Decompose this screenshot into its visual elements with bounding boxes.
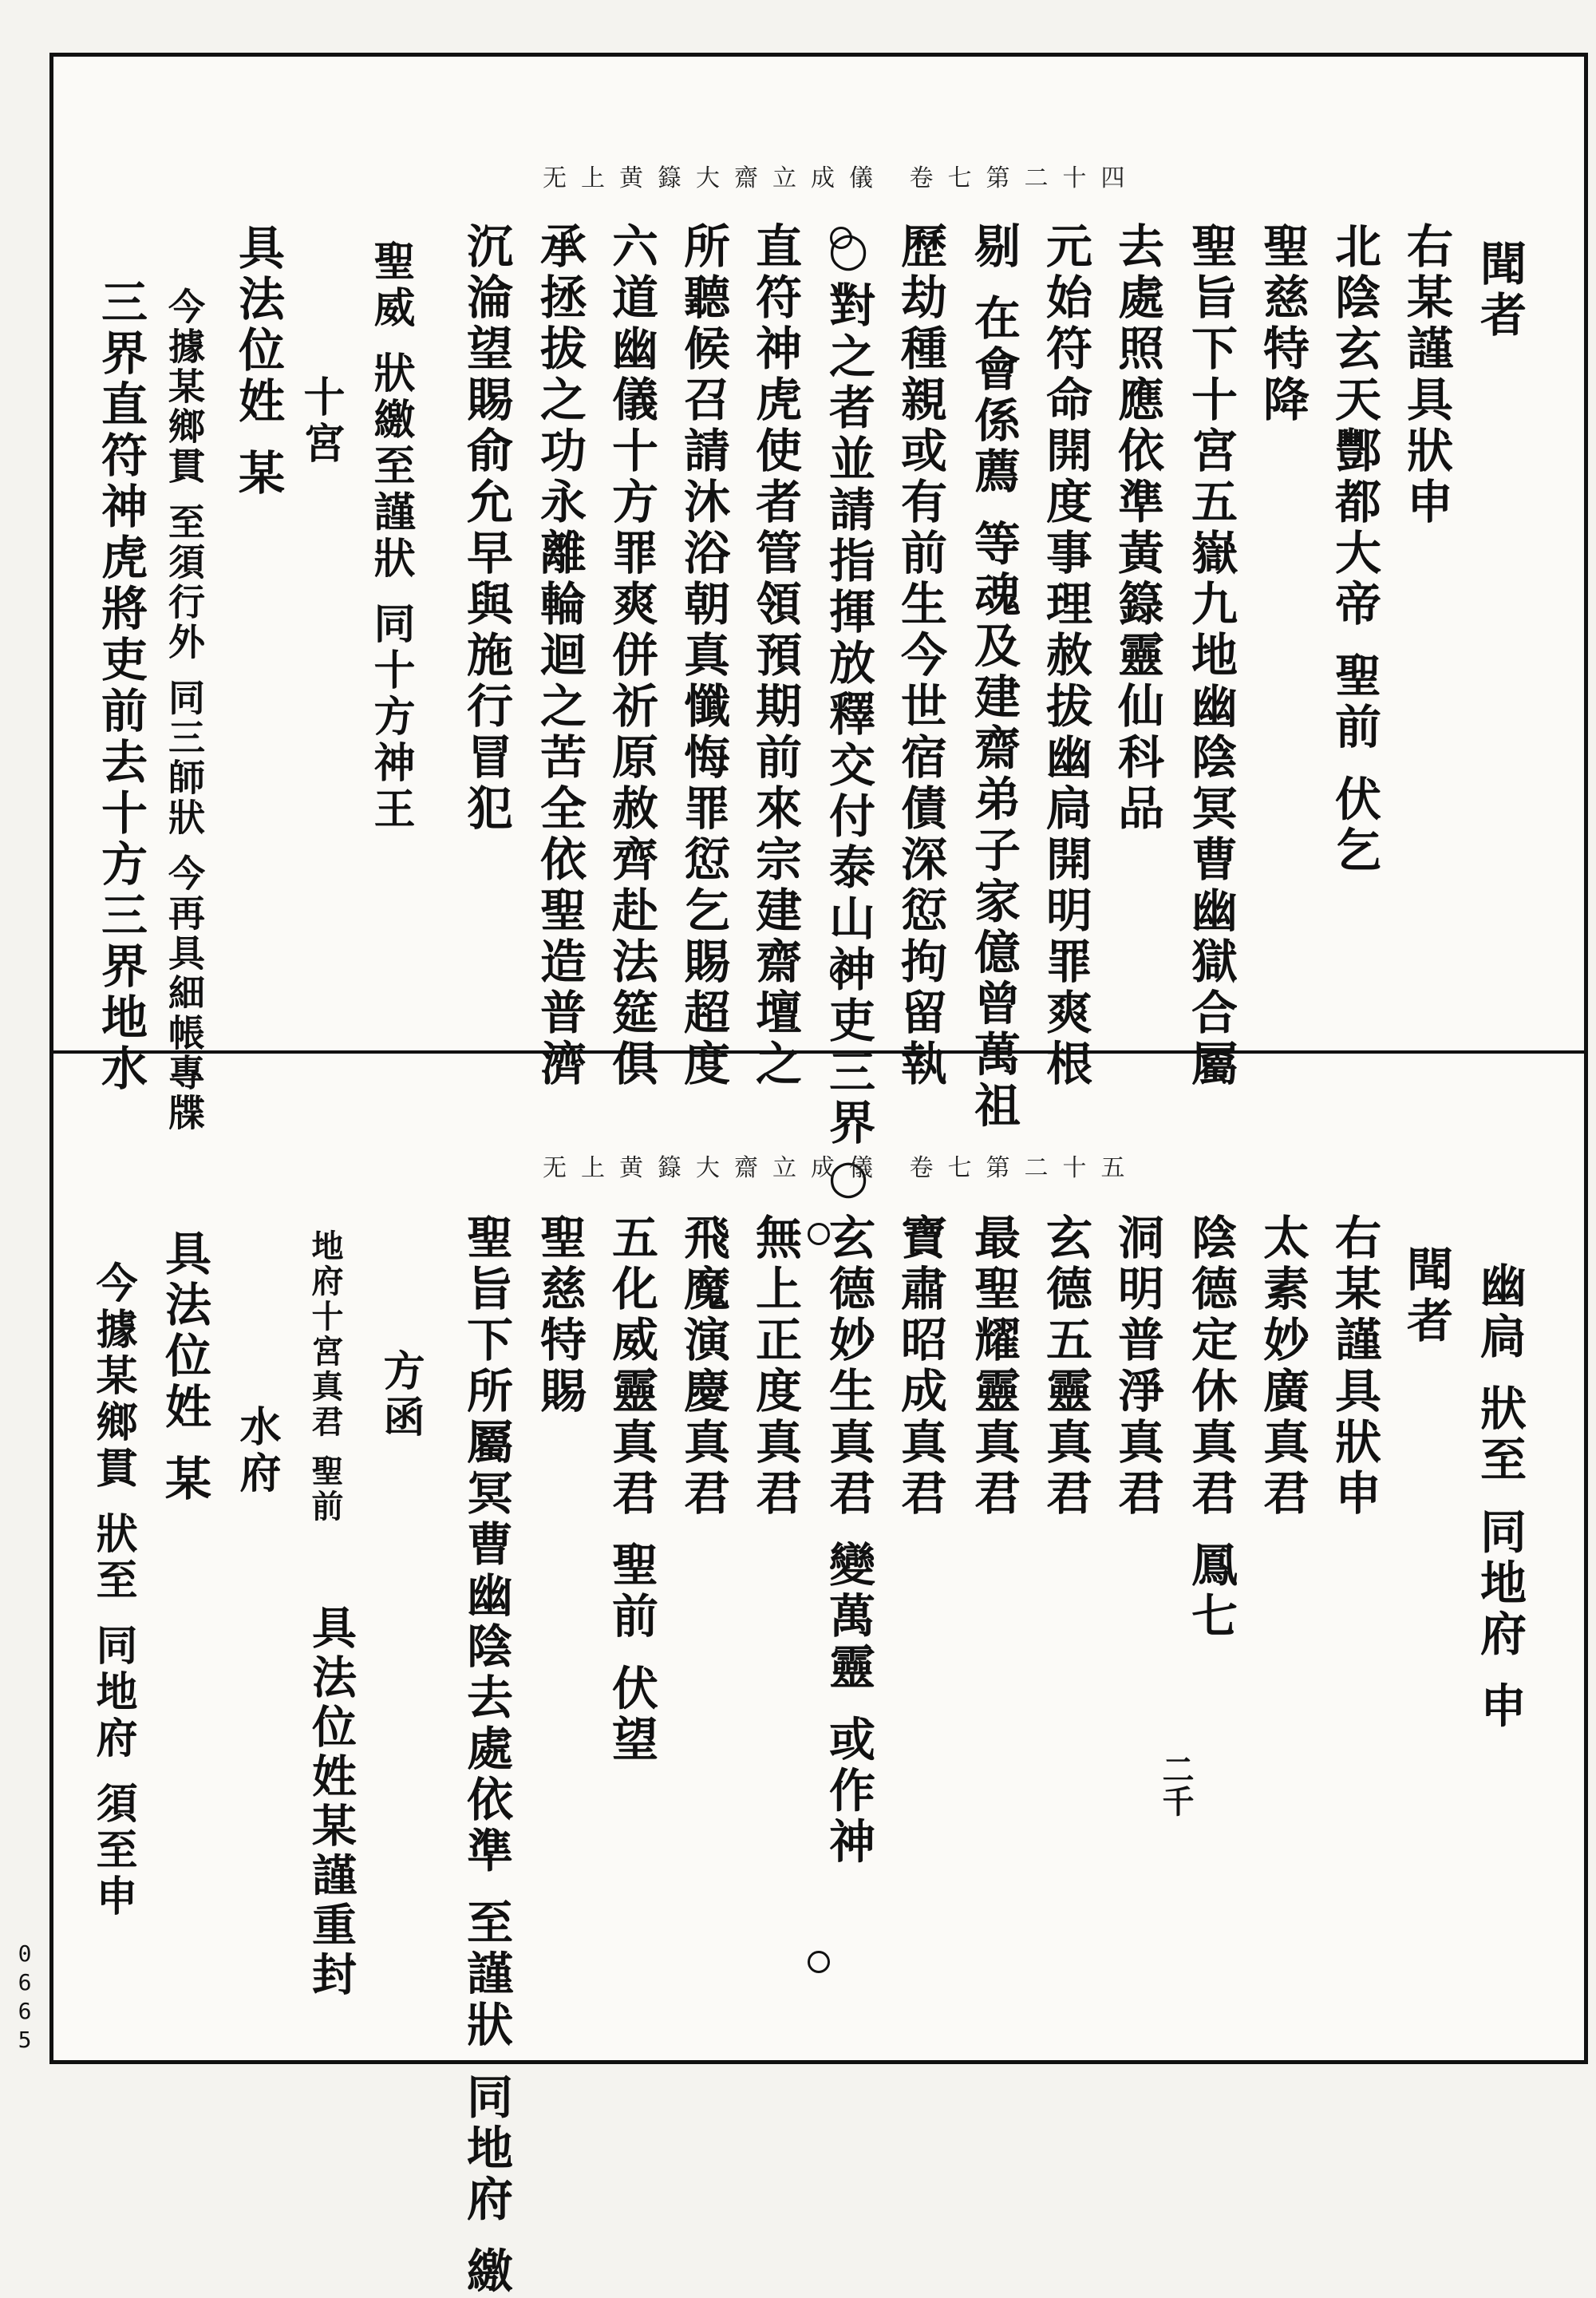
top-column-16: 聖威 狀繳至謹狀 同十方神王 xyxy=(366,239,415,834)
bottom-column-7: 玄德五靈真君 xyxy=(1038,1213,1092,1520)
bottom-column-16: 方函 xyxy=(376,1349,425,1442)
top-column-4: 聖慈特降 xyxy=(1255,222,1310,426)
top-column-8: 剔 在會係薦 等魂及建齋弟子家億曾萬祖 xyxy=(966,222,1021,1133)
circle-mark-icon xyxy=(808,1223,830,1245)
bottom-column-6: 洞明普淨真君 xyxy=(1110,1213,1164,1520)
page-divider xyxy=(49,1050,1588,1054)
circle-mark-icon xyxy=(808,1951,830,1973)
bottom-column-11: 無上正度真君 xyxy=(748,1213,802,1520)
top-running-header: 无上黄籙大齋立成儀 卷七第二十四 xyxy=(543,164,1140,192)
bottom-column-20: 具法位姓 某 xyxy=(157,1229,211,1506)
circle-mark-icon xyxy=(830,961,852,983)
bottom-column-13: 五化威靈真君 聖前 伏望 xyxy=(604,1213,658,1766)
bottom-column-1: 幽扃 狀至 同地府 申 xyxy=(1472,1261,1527,1733)
top-column-14: 承拯拔之功永離輪迴之苦全依聖造普濟 xyxy=(532,222,587,1090)
bottom-column-9: 寶肅昭成真君 xyxy=(893,1213,947,1520)
top-column-18: 具法位姓 某 xyxy=(231,223,285,500)
bottom-column-10: 玄德妙生真君 變萬靈 或作神 xyxy=(821,1213,875,1869)
top-column-11: 直符神虎使者管領預期前來宗建齋壇之 xyxy=(748,222,802,1090)
page-number: 0665 xyxy=(18,1940,32,2053)
bottom-column-21: 今據某鄉貫 狀至 同地府 須至申 xyxy=(89,1261,137,1921)
bottom-column-3: 右某謹具狀申 xyxy=(1327,1213,1381,1520)
bottom-column-4: 太素妙廣真君 xyxy=(1255,1213,1310,1520)
top-column-9: 歷劫種親或有前生今世宿債深愆拘留執 xyxy=(893,222,947,1090)
top-column-6: 去處照應依準黃籙靈仙科品 xyxy=(1110,222,1164,835)
bottom-column-5: 陰德定休真君 鳳七 xyxy=(1183,1213,1238,1643)
top-column-7: 元始符命開度事理赦拔幽扃開明罪爽根 xyxy=(1038,222,1092,1090)
bottom-column-12: 飛魔演慶真君 xyxy=(676,1213,730,1520)
bottom-column-19: 水府 xyxy=(232,1405,281,1497)
top-column-19: 今據某鄉貫 至須行外 同三師狀 今再具細帳專牒 xyxy=(163,287,206,1134)
top-column-1: 聞者 xyxy=(1472,239,1527,342)
bottom-running-header: 无上黄籙大齋立成儀 卷七第二十五 xyxy=(543,1154,1140,1182)
bottom-column-15: 聖旨下所屬冥曹幽陰去處依準 至謹狀 同地府 繳 xyxy=(459,1213,513,2298)
top-column-17: 十宮 xyxy=(296,375,345,468)
top-column-12: 所聽候召請沐浴朝真懺悔罪愆乞賜超度 xyxy=(676,222,730,1090)
bottom-column-18: 具法位姓某謹重封 xyxy=(305,1604,358,2000)
top-column-20: 三界直符神虎將吏前去十方三界地水 xyxy=(93,278,148,1095)
top-column-15: 沉淪望賜俞允早與施行冒犯 xyxy=(459,222,513,835)
top-column-2: 右某謹具狀申 xyxy=(1399,222,1453,528)
circle-mark-icon xyxy=(830,227,852,249)
bottom-column-17: 地府十宮真君 聖前 xyxy=(306,1229,344,1525)
top-column-3: 北陰玄天酆都大帝 聖前 伏乞 xyxy=(1327,222,1381,877)
top-column-13: 六道幽儀十方罪爽併祈原赦齊赴法筵俱 xyxy=(604,222,658,1090)
margin-mark: 二千 xyxy=(1157,1753,1195,1817)
bottom-column-2: 聞者 xyxy=(1399,1245,1453,1347)
bottom-column-14: 聖慈特賜 xyxy=(532,1213,587,1418)
top-column-10: ○對之者並請指揮放釋交付泰山神吏三界○ xyxy=(821,222,875,1208)
top-column-5: 聖旨下十宮五嶽九地幽陰冥曹幽獄合屬 xyxy=(1183,222,1238,1090)
bottom-column-8: 最聖耀靈真君 xyxy=(966,1213,1021,1520)
